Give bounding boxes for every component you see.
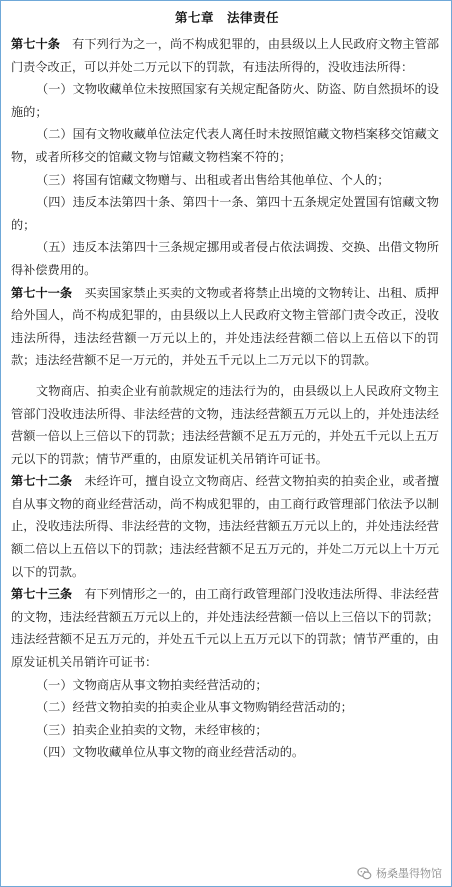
article-71-intro <box>11 282 439 372</box>
article-73-item-1: （一）文物商店从事文物拍卖经营活动的； <box>36 677 268 692</box>
article-70-label: 第七十条 <box>11 37 60 51</box>
wechat-bubble-icon <box>357 866 372 881</box>
article-73-item-4: （四）文物收藏单位从事文物的商业经营活动的。 <box>36 745 305 760</box>
article-72-label: 第七十二条 <box>11 474 73 489</box>
article-70-intro <box>11 33 439 78</box>
article-70-item-4: （四）违反本法第四十条、第四十一条、第四十五条规定处置国有馆藏文物的； <box>11 195 439 232</box>
article-72-text: 未经许可，擅自设立文物商店、经营文物拍卖的拍卖企业，或者擅自从事文物的商业经营活动，尚不构成犯罪的，由工商行政管理部门依法予以制止，没收违法所得、非法经营的文物，违法经营额五万元以上的，并处违法经营额二倍以上五倍以下的罚款；违法经营额不足五万元的，并处二万元以上十万元以下的罚款。 <box>11 474 440 579</box>
article-70-item-3: （三）将国有馆藏文物赠与、出租或者出售给其他单位、个人的； <box>36 172 390 187</box>
article-71-extra: 文物商店、拍卖企业有前款规定的违法行为的，由县级以上人民政府文物主管部门没收违法所得、非法经营的文物，违法经营额五万元以上的，并处违法经营额一倍以上三倍以下的罚款；违法经营额不足五万元的，并处五千元以上五万元以下的罚款；情节严重的，由原发证机关吊销许可证书。 <box>11 383 439 466</box>
document-body <box>11 33 439 764</box>
article-71-text: 买卖国家禁止买卖的文物或者将禁止出境的文物转让、出租、质押给外国人，尚不构成犯罪的，由县级以上人民政府文物主管部门责令改正，没收违法所得，违法经营额一万元以上的，并处违法经营额二倍以上五倍以下的罚款；违法经营额不足一万元的，并处五千元以上二万元以下的罚款。 <box>11 285 440 368</box>
article-73-label: 第七十三条 <box>11 587 73 602</box>
article-70-item-5: （五）违反本法第四十三条规定挪用或者侵占依法调拨、交换、出借文物所得补偿费用的。 <box>11 240 439 277</box>
article-70-item-1: （一）文物收藏单位未按照国家有关规定配备防火、防盗、防自然损坏的设施的； <box>11 82 439 119</box>
article-73-item-3: （三）拍卖企业拍卖的文物，未经审核的； <box>36 722 268 737</box>
article-70-text: 有下列行为之一，尚不构成犯罪的，由县级以上人民政府文物主管部门责令改正，可以并处二万元以下的罚款，有违法所得的，没收违法所得： <box>11 37 440 74</box>
watermark <box>354 864 445 882</box>
watermark-text: 杨桑墨得物馆 <box>376 867 442 880</box>
article-73-item-2: （二）经营文物拍卖的拍卖企业从事文物购销经营活动的； <box>36 700 353 715</box>
article-71-label: 第七十一条 <box>11 285 73 300</box>
article-72-intro <box>11 470 439 583</box>
article-70-item-2: （二）国有文物收藏单位法定代表人离任时未按照馆藏文物档案移交馆藏文物，或者所移交的馆藏文物与馆藏文物档案不符的； <box>11 127 439 164</box>
chapter-title: 第七章 法律责任 <box>174 10 279 25</box>
article-73-text: 有下列情形之一的，由工商行政管理部门没收违法所得、非法经营的文物，违法经营额五万元以上的，并处违法经营额一倍以上三倍以下的罚款；违法经营额不足五万元的，并处五千元以上五万元以下的罚款；情节严重的，由原发证机关吊销许可证书： <box>11 587 440 670</box>
article-73-intro <box>11 583 439 673</box>
